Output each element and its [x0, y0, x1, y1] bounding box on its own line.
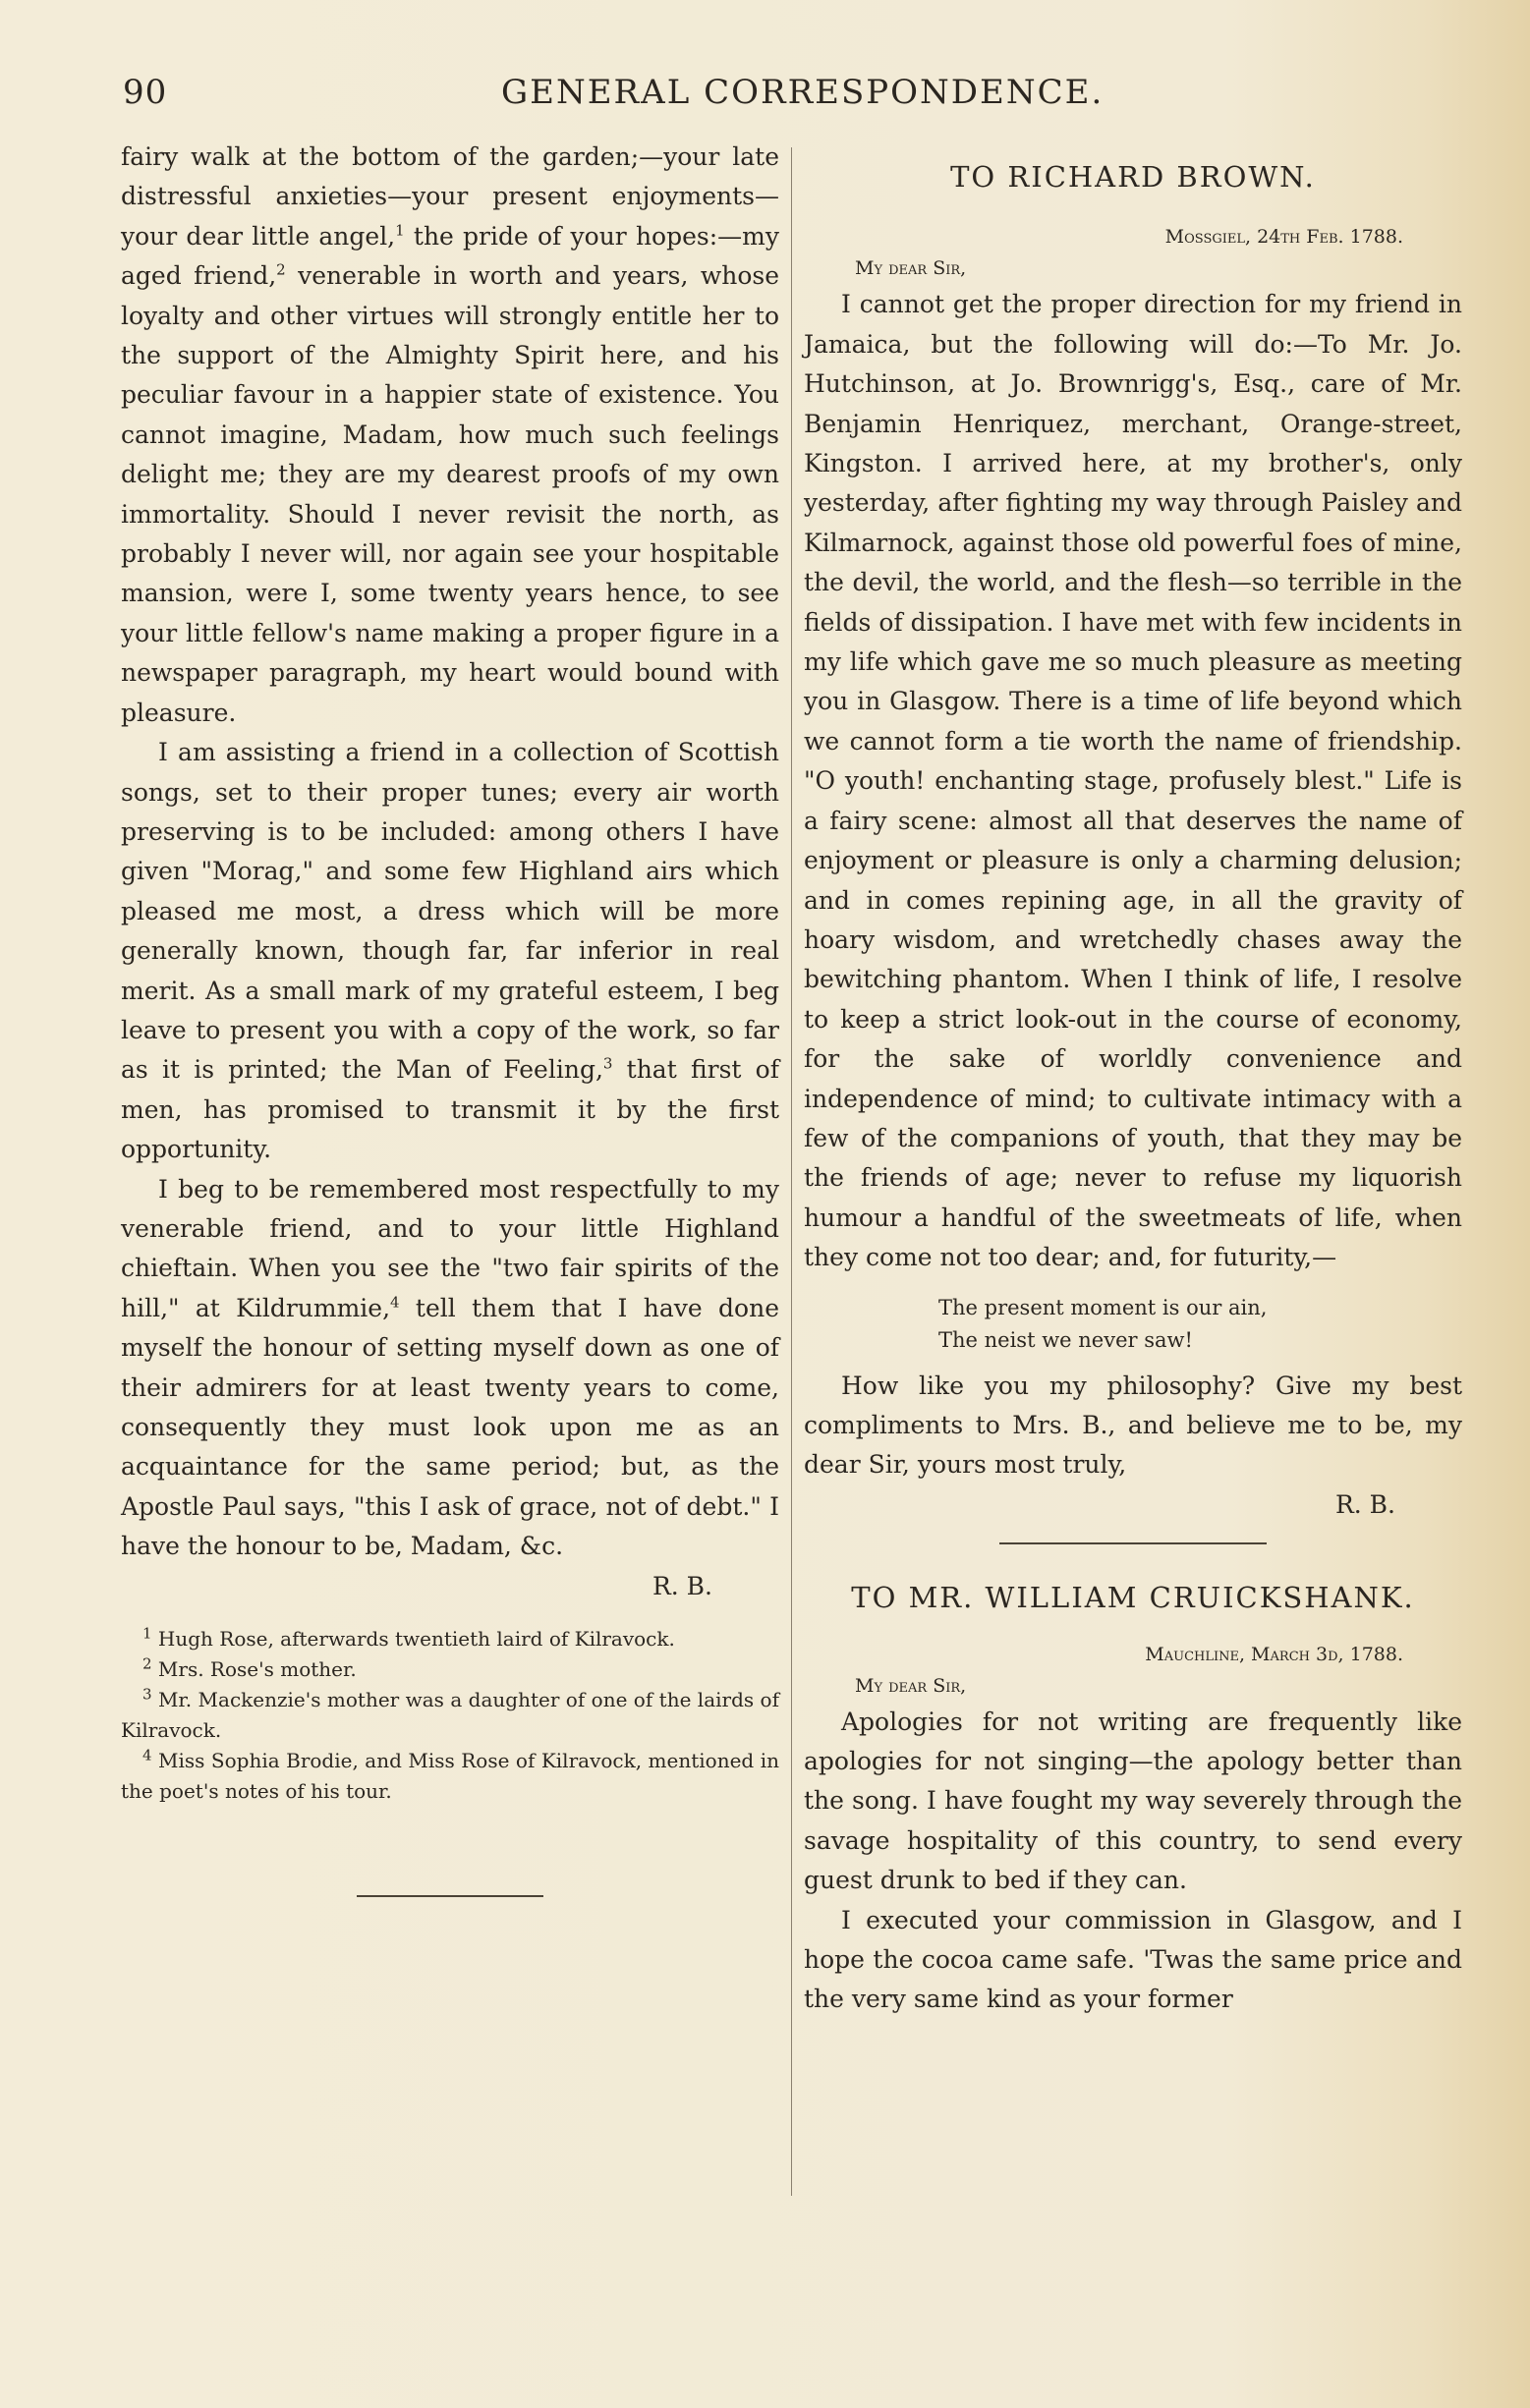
letter-body: I cannot get the proper direction for my friend in Jamaica, but the following will do:—To Mr. Jo. Hutchinson, at Jo. Brownrigg's, Esq., care of Mr. Benjamin Henriquez, merchant, Orange-street, Kingston. I arrived here, at my brother's, only yesterday, after fighting my way through Paisley and Kilmarnock, against those old powerful foes of mine, the devil, the world, and the flesh—so terrible in the fields of dissipation. I have met with few incidents in my life which gave me so much pleasure as meeting you in Glasgow. There is a time of life beyond which we cannot form a tie worth the name of friendship. "O youth! enchanting stage, profusely blest." Life is a fairy scene: almost all that deserves the name of enjoyment or pleasure is only a charming delusion; and in comes repining age, in all the gravity of hoary wisdom, and wretchedly chases away the bewitching phantom. When I think of life, I resolve to keep a strict look-out in the course of economy, for the sake of worldly convenience and independence of mind; to cultivate intimacy with a few of the companions of youth, that they may be the friends of age; never to refuse my liquorish humour a handful of the sweetmeats of life, when they come not too dear; and, for futurity,—	[804, 290, 1462, 1272]
footnote: $^3$ Mr. Mackenzie's mother was a daughter of one of the lairds of Kilravock.	[121, 1685, 779, 1743]
verse-line: The neist we never saw!	[938, 1327, 1193, 1352]
left-paragraph-3: I beg to be remembered most respectfully to my venerable friend, and to your little Highland chieftain. When you see the "two fair spirits of the hill," at Kildrummie,$^4$ tell them that I have done myself the honour of setting myself down as one of their admirers for at least twenty years to come, consequently they must look upon me as an acquaintance for the same period; but, as the Apostle Paul says, "this I ask of grace, not of debt." I have the honour to be, Madam, &c.	[121, 1174, 779, 1561]
letter-separator-rule	[999, 1542, 1267, 1544]
dateline-mossgiel: Mossgiel, 24th Feb. 1788.	[1164, 226, 1403, 249]
footnote: $^4$ Miss Sophia Brodie, and Miss Rose of Kilravock, mentioned in the poet's notes of his tour.	[121, 1746, 779, 1804]
footnotes	[121, 1624, 779, 1807]
right-column	[804, 138, 1462, 2020]
footnote-ref-3: 3	[602, 1055, 613, 1074]
right-signature: R. B.	[1334, 1489, 1395, 1519]
left-paragraph-2: I am assisting a friend in a collection of Scottish songs, set to their proper tunes; every air worth preserving is to be included: among others I have given "Morag," and some few Highland airs which pleased me most, a dress which will be more generally known, though far, far inferior in real merit. As a small mark of my grateful esteem, I beg leave to present you with a copy of the work, so far as it is printed; the Man of Feeling,$^3$ that first of men, has promised to transmit it by the first opportunity.	[121, 738, 779, 1164]
verse-quote	[804, 1292, 1462, 1357]
footnote: $^1$ Hugh Rose, afterwards twentieth laird of Kilravock.	[142, 1624, 675, 1652]
verse-line: The present moment is our ain,	[938, 1295, 1268, 1319]
footnote: $^2$ Mrs. Rose's mother.	[142, 1654, 357, 1682]
column-divider	[791, 147, 792, 2196]
salutation: My dear Sir,	[855, 1674, 967, 1697]
left-paragraph-1: fairy walk at the bottom of the garden;—your late distressful anxieties—your present enjoyments—your dear little angel,$^1$ the pride of your hopes:—my aged friend,$^2$ venerable in worth and years, whose loyalty and other virtues will strongly entitle her to the support of the Almighty Spirit here, and his peculiar favour in a happier state of existence. You cannot imagine, Madam, how much such feelings delight me; they are my dearest proofs of my own immortality. Should I never revisit the north, as probably I never will, nor again see your hospitable mansion, were I, some twenty years hence, to see your little fellow's name making a proper figure in a newspaper paragraph, my heart would bound with pleasure.	[121, 142, 780, 727]
footnote-ref-2: 2	[276, 260, 286, 279]
footnote-ref-4: 4	[390, 1293, 400, 1312]
letter-paragraph: Apologies for not writing are frequently like apologies for not singing—the apology better than the song. I have fought my way severely through the savage hospitality of this country, to send every guest drunk to bed if they can.	[804, 1707, 1462, 1895]
left-signature: R. B.	[652, 1571, 712, 1600]
footnote-ref-1: 1	[395, 221, 405, 240]
salutation: My dear Sir,	[855, 257, 967, 280]
letter-title-cruickshank: TO MR. WILLIAM CRUICKSHANK.	[851, 1581, 1415, 1615]
page-header	[123, 73, 1105, 122]
letter-title-richard-brown: TO RICHARD BROWN.	[950, 160, 1316, 194]
end-rule	[357, 1895, 543, 1897]
page-number: 90	[123, 73, 168, 112]
running-title: GENERAL CORRESPONDENCE.	[501, 73, 1105, 112]
letter-closing: How like you my philosophy? Give my best compliments to Mrs. B., and believe me to be, my dear Sir, yours most truly,	[804, 1371, 1462, 1480]
dateline-mauchline: Mauchline, March 3d, 1788.	[1145, 1643, 1403, 1665]
letter-paragraph: I executed your commission in Glasgow, and I hope the cocoa came safe. 'Twas the same price and the very same kind as your former	[804, 1905, 1462, 2014]
left-column	[121, 138, 779, 1897]
